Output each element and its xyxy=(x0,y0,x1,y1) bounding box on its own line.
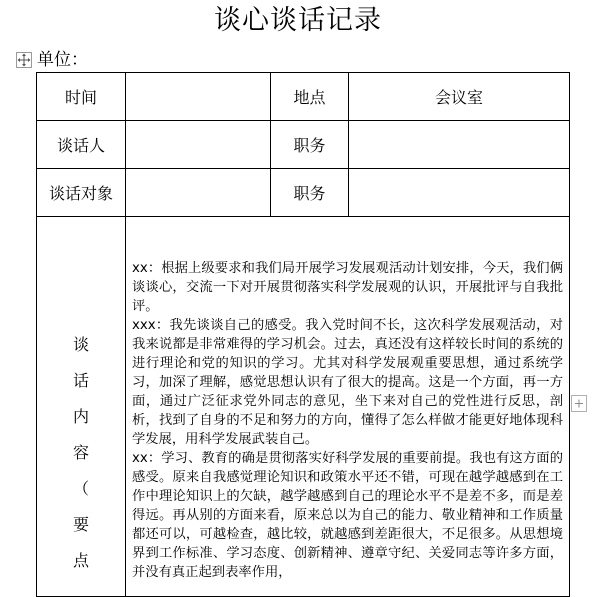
label-talker: 谈话人 xyxy=(37,121,126,169)
content-label-char: 话 xyxy=(72,371,89,390)
label-talker-position: 职务 xyxy=(271,121,349,169)
label-time: 时间 xyxy=(37,73,126,121)
talk-record-table xyxy=(36,72,570,597)
content-label-char: 谈 xyxy=(72,335,89,354)
value-target-cell[interactable] xyxy=(126,169,271,217)
value-talker-cell[interactable] xyxy=(126,121,271,169)
document-title: 谈心谈话记录 xyxy=(214,5,382,36)
content-text-cell[interactable] xyxy=(126,217,570,597)
value-location-cell[interactable]: 会议室 xyxy=(349,73,570,121)
table-row-talker xyxy=(37,121,570,169)
value-time-cell[interactable] xyxy=(126,73,271,121)
value-talker-position-cell[interactable] xyxy=(349,121,570,169)
content-label-char: 容 xyxy=(72,443,89,462)
label-target-position: 职务 xyxy=(271,169,349,217)
move-arrows-icon xyxy=(17,53,31,67)
content-label-char: 内 xyxy=(72,407,89,426)
content-paragraph-2: xxx：我先谈谈自己的感受。我入党时间不长，这次科学发展观活动，对我来说都是非常难得的学习机会。过去，真还没有这样较长时间的系统的进行理论和党的知识的学习。尤其对科学发展观重要思想，通过系统学习，加深了理解，感觉思想认识有了很大的提高。这是一个方面，再一方面，通过广泛征求党外同志的意见，坐下来对自己的党性进行反思，剖析，找到了自身的不足和努力的方向，懂得了怎么样做才能更好地体现科学发展，用科学发展武装自己。 xyxy=(132,318,563,447)
table-row-content xyxy=(37,217,570,597)
content-paragraph-3: xx：学习、教育的确是贯彻落实好科学发展的重要前提。我也有这方面的感受。原来自我感觉理论知识和政策水平还不错，可现在越学越感到在工作中理论知识上的欠缺，越学越感到自己的理论水平不是差不多，而是差得远。再从别的方面来看，原来总以为自己的能力、敬业精神和工作质量都还可以，可越检查，越比较，就越感到差距很大，不足很多。从思想境界到工作标准、学习态度、创新精神、遵章守纪、关爱同志等许多方面，并没有真正起到表率作用， xyxy=(132,451,563,580)
add-column-handle[interactable] xyxy=(571,395,587,412)
plus-icon xyxy=(572,396,586,411)
content-vertical-label xyxy=(37,217,125,579)
content-label-char: 点 xyxy=(72,551,89,570)
label-target: 谈话对象 xyxy=(37,169,126,217)
table-row-time xyxy=(37,73,570,121)
table-row-target xyxy=(37,169,570,217)
unit-label: 单位： xyxy=(37,50,88,70)
label-location: 地点 xyxy=(271,73,349,121)
table-move-handle-icon[interactable] xyxy=(16,52,32,68)
content-paragraph-1: xx：根据上级要求和我们局开展学习发展观活动计划安排，今天，我们俩谈谈心，交流一下对开展贯彻落实科学发展观的认识，开展批评与自我批评。 xyxy=(132,261,563,314)
value-target-position-cell[interactable] xyxy=(349,169,570,217)
content-label-cell xyxy=(37,217,126,597)
content-label-char: 要 xyxy=(72,515,89,534)
content-label-char: （ xyxy=(72,479,89,498)
